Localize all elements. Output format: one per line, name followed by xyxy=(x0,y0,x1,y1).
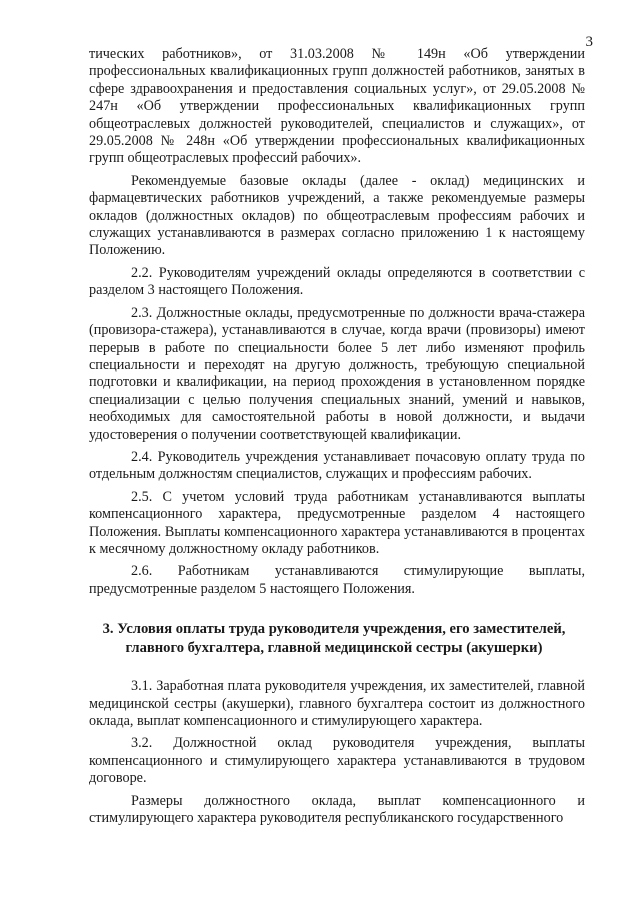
paragraph-2-5: 2.5. С учетом условий труда работникам устанавливаются выплаты компенсационного характера, предусмотренные разделом 4 настоящего Положения. Выплаты компенсационного характера устанавливаются в процентах к месячному должностному окладу работников. xyxy=(89,488,585,557)
paragraph-2-2: 2.2. Руководителям учреждений оклады определяются в соответствии с разделом 3 настоящего Положения. xyxy=(89,264,585,299)
paragraph-2-3: 2.3. Должностные оклады, предусмотренные по должности врача-стажера (провизора-стажера), устанавливаются в случае, когда врачи (провизоры) имеют перерыв в работе по специальности более 5 лет либо изменяют профиль специальности и переходят на другую должность, требующую специальной подготовки и квалификации, на период прохождения в установленном порядке специализации с целью получения специальных знаний, умений и навыков, необходимых для самостоятельной работы в новой должности, и выдачи удостоверения о получении соответствующей квалификации. xyxy=(89,304,585,443)
paragraph-3-2: 3.2. Должностной оклад руководителя учреждения, выплаты компенсационного и стимулирующего характера устанавливаются в трудовом договоре. xyxy=(89,735,585,787)
paragraph-salary-sizes: Размеры должностного оклада, выплат компенсационного и стимулирующего характера руководителя республиканского государственного xyxy=(89,792,585,827)
paragraph-2-4: 2.4. Руководитель учреждения устанавливает почасовую оплату труда по отдельным должностям специалистов, служащих и профессиям рабочих. xyxy=(89,448,585,483)
page-number: 3 xyxy=(585,34,593,50)
section-3-heading: 3. Условия оплаты труда руководителя учреждения, его заместителей, главного бухгалтера, главной медицинской сестры (акушерки) xyxy=(102,621,566,657)
paragraph-2-6: 2.6. Работникам устанавливаются стимулирующие выплаты, предусмотренные разделом 5 настоящего Положения. xyxy=(89,563,585,597)
paragraph-continuation: тических работников», от 31.03.2008 № 149н «Об утверждении профессиональных квалификационных групп должностей работников, занятых в сфере здравоохранения и предоставления социальных услуг», от 29.05.2008 № 247н «Об утверждении профессиональных квалификационных групп общеотраслевых должностей руководителей, специалистов и служащих», от 29.05.2008 № 248н «Об утверждении профессиональных квалификационных групп общеотраслевых профессий рабочих». xyxy=(89,46,585,167)
paragraph-base-salaries: Рекомендуемые базовые оклады (далее - оклад) медицинских и фармацевтических работников учреждений, а также рекомендуемые размеры окладов (должностных окладов) по общеотраслевым профессиям рабочих и служащих устанавливаются в размерах согласно приложению 1 к настоящему Положению. xyxy=(89,172,585,259)
document-body xyxy=(89,46,585,832)
paragraph-3-1: 3.1. Заработная плата руководителя учреждения, их заместителей, главной медицинской сестры (акушерки), главного бухгалтера состоит из должностного оклада, выплат компенсационного и стимулирующего характера. xyxy=(89,678,585,729)
